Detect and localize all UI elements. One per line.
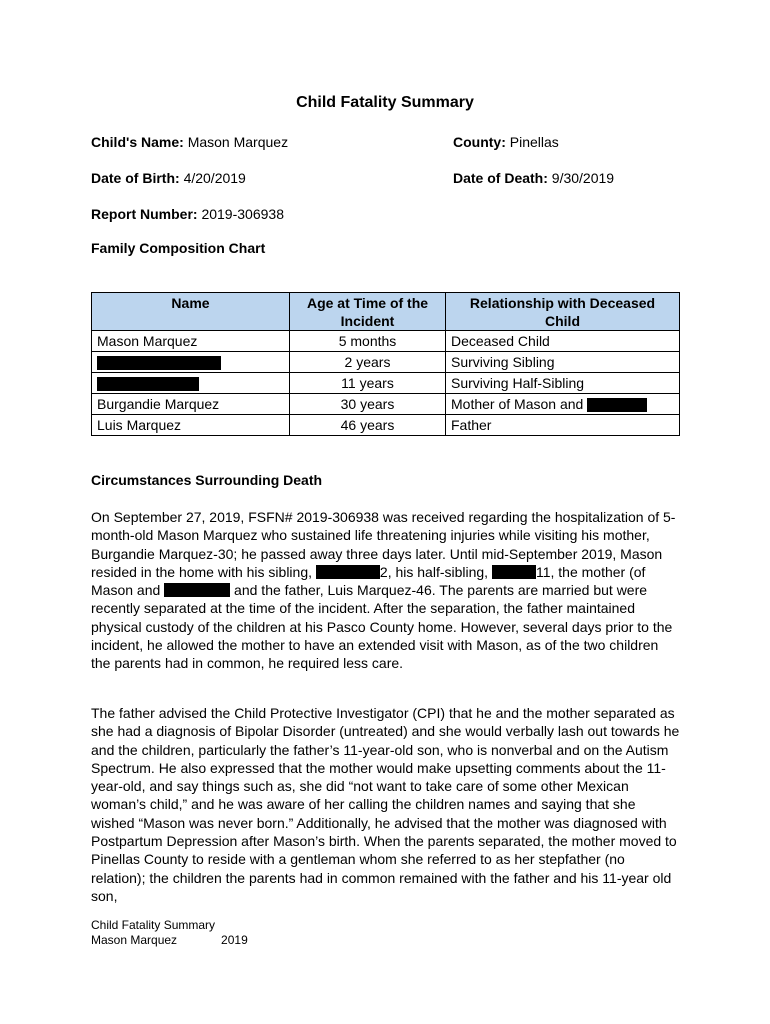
report-number-value: 2019-306938 (201, 206, 284, 222)
dob-field (91, 170, 246, 186)
footer-title: Child Fatality Summary (91, 918, 216, 932)
paragraph-text: and the father, Luis Marquez-46. The parents are married but were recently separated at the time of the incident. After the separation, the father maintained physical custody of the children at his Pasco County home. However, several days prior to the incident, he allowed the mother to have an extended visit with Mason, as of the two children the parents had in common, he required less care. (91, 582, 673, 672)
report-number-field (91, 206, 284, 222)
relationship-text: Mother of Mason and (451, 396, 584, 412)
child-name-label: Child's Name: (91, 134, 184, 150)
cell-name: Luis Marquez (92, 415, 290, 436)
family-composition-heading: Family Composition Chart (91, 240, 266, 256)
cell-name: Burgandie Marquez (92, 394, 290, 415)
redaction-bar (164, 583, 230, 597)
header-age: Age at Time of the Incident (290, 293, 446, 331)
redaction-bar (316, 565, 380, 579)
county-value: Pinellas (509, 134, 559, 150)
paragraph-circumstances-1 (91, 508, 681, 673)
dod-value: 9/30/2019 (551, 170, 615, 186)
county-label: County: (453, 134, 506, 150)
footer-name: Mason Marquez (91, 933, 178, 947)
dod-field (453, 170, 614, 186)
dob-label: Date of Birth: (91, 170, 180, 186)
header-name: Name (92, 293, 290, 331)
table-row (92, 394, 680, 415)
paragraph-circumstances-2: The father advised the Child Protective Investigator (CPI) that he and the mother separated as she had a diagnosis of Bipolar Disorder (untreated) and she would verbally lash out towards he and the children, particularly the father’s 11-year-old son, who is nonverbal and on the Autism Spectrum. He also expressed that the mother would make upsetting comments about the 11-year-old, and say things such as, she did “not want to take care of some other Mexican woman’s child,” and he was aware of her calling the children names and saying that she wished “Mason was never born.” Additionally, he advised that the mother was diagnosed with Postpartum Depression after Mason’s birth. When the parents separated, the mother moved to Pinellas County to reside with a gentleman whom she referred to as her stepfather (no relation); the children the parents had in common remained with the father and his 11-year old son, (91, 705, 680, 904)
child-name-field (91, 134, 288, 150)
child-name-value: Mason Marquez (187, 134, 289, 150)
cell-name (92, 352, 290, 373)
paragraph-text: 11, the mother (of Mason and (91, 563, 646, 599)
redaction-bar (97, 356, 221, 370)
table-header-row (92, 293, 680, 331)
redaction-bar (492, 565, 536, 579)
page-title: Child Fatality Summary (296, 94, 474, 111)
cell-age: 2 years (290, 352, 446, 373)
dod-label: Date of Death: (453, 170, 548, 186)
report-number-label: Report Number: (91, 206, 198, 222)
cell-age: 11 years (290, 373, 446, 394)
paragraph-text: On September 27, 2019, FSFN# 2019-306938 was received regarding the hospitalization of 5-month-old Mason Marquez who sustained life threatening injuries while visiting his mother, Burgandie Marquez-30; he passed away three days later. Until mid-September 2019, Mason resided in the home with his sibling, (91, 509, 676, 580)
cell-relationship: Surviving Sibling (446, 352, 680, 373)
cell-relationship: Surviving Half-Sibling (446, 373, 680, 394)
cell-relationship: Father (446, 415, 680, 436)
header-relationship: Relationship with Deceased Child (446, 293, 680, 331)
redaction-bar (587, 398, 647, 412)
footer-year: 2019 (221, 933, 248, 947)
dob-value: 4/20/2019 (183, 170, 246, 186)
cell-relationship (446, 394, 680, 415)
footer-line2 (91, 933, 248, 948)
cell-name: Mason Marquez (92, 331, 290, 352)
cell-relationship: Deceased Child (446, 331, 680, 352)
family-composition-table (91, 292, 680, 436)
cell-age: 46 years (290, 415, 446, 436)
table-row (92, 415, 680, 436)
cell-age: 30 years (290, 394, 446, 415)
table-row (92, 331, 680, 352)
county-field (453, 134, 559, 150)
circumstances-heading: Circumstances Surrounding Death (91, 472, 323, 488)
table-row (92, 352, 680, 373)
paragraph-text: 2, his half-sibling, (379, 563, 492, 580)
redaction-bar (97, 377, 199, 391)
page-footer (91, 918, 248, 948)
cell-age: 5 months (290, 331, 446, 352)
cell-name (92, 373, 290, 394)
table-row (92, 373, 680, 394)
